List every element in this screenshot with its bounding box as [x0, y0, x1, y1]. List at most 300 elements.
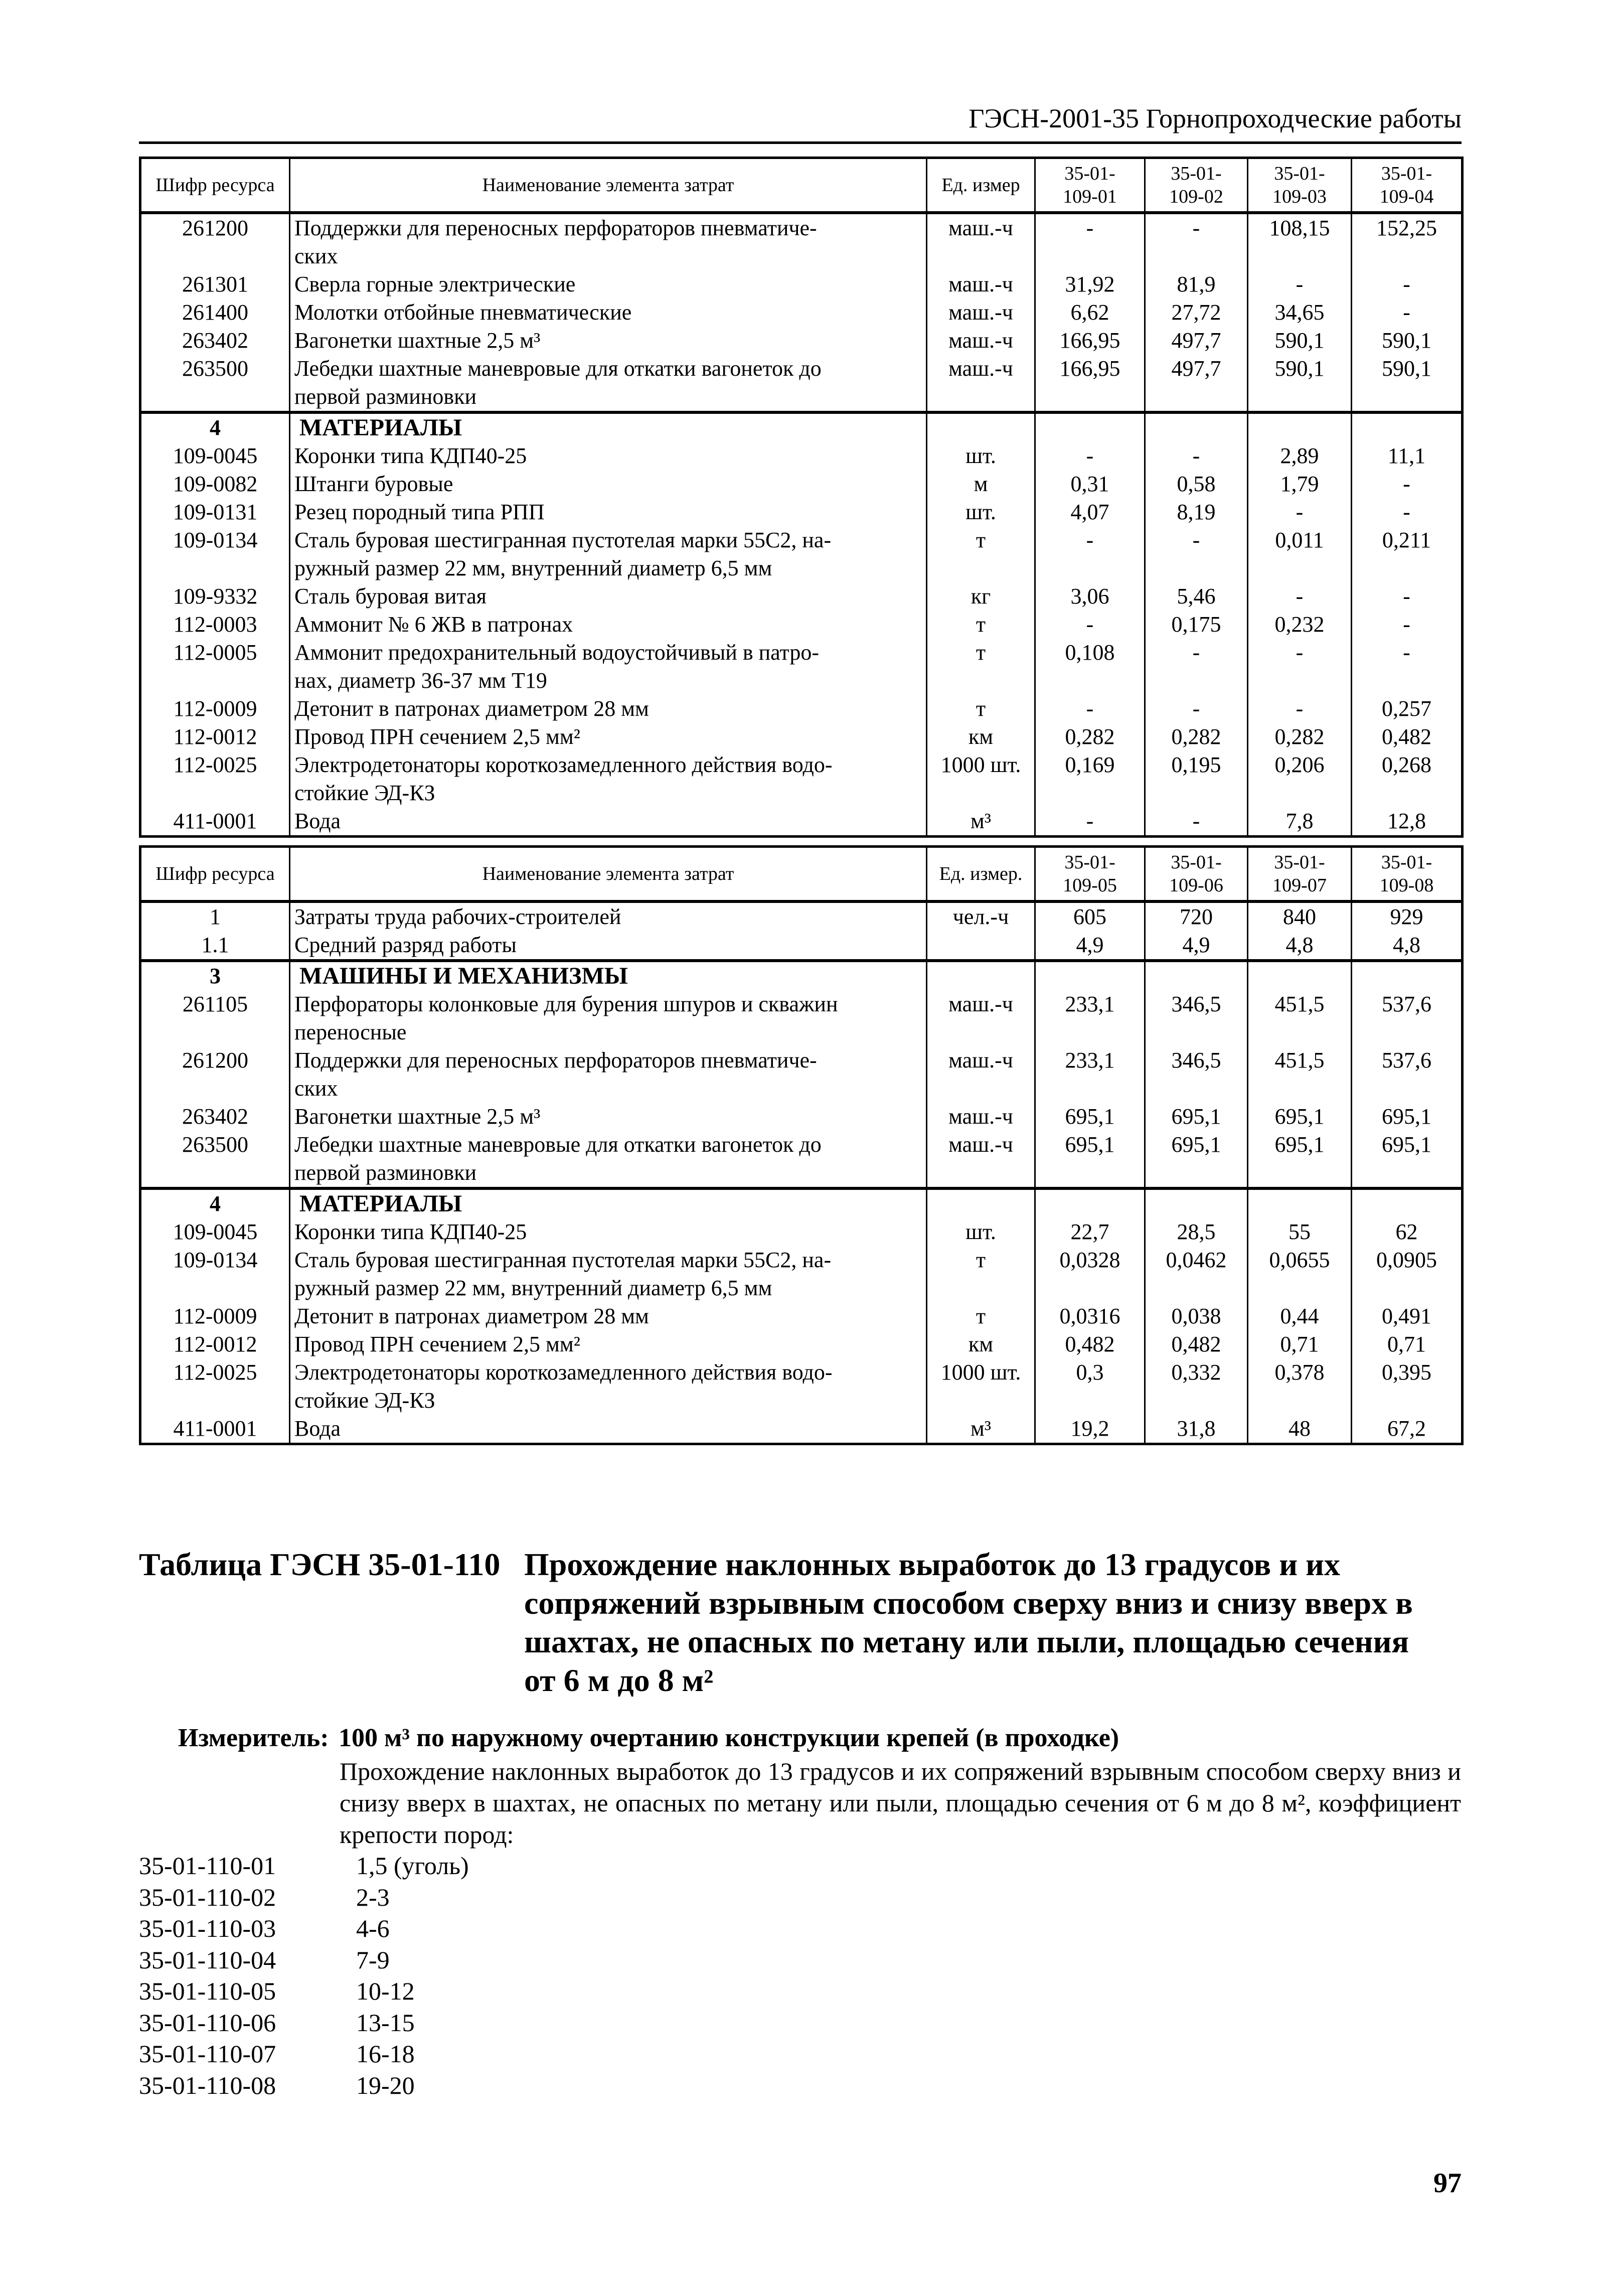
unit: маш.-ч	[927, 213, 1035, 270]
measure-value: 100 м³ по наружному очертанию конструкции крепей (в проходке)	[339, 1724, 1119, 1752]
table-row	[140, 931, 1463, 961]
variant-code: 35-01-110-08	[139, 2071, 276, 2099]
value: 451,5	[1248, 1046, 1352, 1103]
value: -	[1248, 639, 1352, 695]
value: 0,0905	[1352, 1246, 1463, 1302]
table-row	[140, 470, 1463, 498]
value: -	[1035, 610, 1145, 639]
table-row	[140, 723, 1463, 751]
resource-name: Электродетонаторы короткозамедленного действия водо- стойкие ЭД-КЗ	[290, 751, 927, 807]
variant-item	[139, 1850, 469, 1882]
value	[1352, 412, 1463, 442]
value: 537,6	[1352, 990, 1463, 1046]
table-row	[140, 1415, 1463, 1444]
table-title-prefix: Таблица ГЭСН 35-01-110	[139, 1547, 501, 1582]
value: -	[1352, 470, 1463, 498]
description: Прохождение наклонных выработок до 13 градусов и их сопряжений взрывным способом сверху вниз и снизу вверх в шахтах, не опасных по метану или пыли, площадью сечения от 6 м до 8 м², коэффициент крепости пород:	[340, 1757, 1461, 1849]
resource-name: Молотки отбойные пневматические	[290, 298, 927, 327]
value: 0,491	[1352, 1302, 1463, 1330]
resource-code: 261200	[140, 213, 290, 270]
table-row	[140, 751, 1463, 807]
table-row	[140, 807, 1463, 837]
resource-code: 112-0009	[140, 1302, 290, 1330]
unit: км	[927, 1330, 1035, 1358]
value: 0,257	[1352, 695, 1463, 723]
variant-code: 35-01-110-03	[139, 1914, 276, 1942]
column-header: 35-01- 109-01	[1035, 158, 1145, 213]
header-row	[140, 847, 1463, 902]
value	[1352, 1188, 1463, 1218]
value: 27,72	[1145, 298, 1248, 327]
variant-code: 35-01-110-01	[139, 1852, 276, 1880]
table-row	[140, 1103, 1463, 1131]
table-header	[140, 847, 1463, 902]
table-row	[140, 213, 1463, 270]
unit: м	[927, 470, 1035, 498]
value	[1145, 1188, 1248, 1218]
resource-name: Сталь буровая шестигранная пустотелая марки 55С2, на- ружный размер 22 мм, внутренний диаметр 6,5 мм	[290, 526, 927, 582]
value: 0,206	[1248, 751, 1352, 807]
resource-name: Вода	[290, 1415, 927, 1444]
unit: чел.-ч	[927, 901, 1035, 931]
header-row	[140, 158, 1463, 213]
unit: м³	[927, 807, 1035, 837]
table-row	[140, 1246, 1463, 1302]
resource-name: Вагонетки шахтные 2,5 м³	[290, 327, 927, 355]
resource-code: 109-0082	[140, 470, 290, 498]
resource-name: Провод ПРН сечением 2,5 мм²	[290, 723, 927, 751]
value: 6,62	[1035, 298, 1145, 327]
unit: т	[927, 1246, 1035, 1302]
value	[1248, 1188, 1352, 1218]
table-row	[140, 901, 1463, 931]
value: 0,038	[1145, 1302, 1248, 1330]
value	[1248, 961, 1352, 990]
value: 34,65	[1248, 298, 1352, 327]
value: 590,1	[1352, 327, 1463, 355]
value: 695,1	[1352, 1131, 1463, 1188]
value	[1352, 961, 1463, 990]
value: -	[1248, 582, 1352, 610]
column-header: Шифр ресурса	[140, 158, 290, 213]
resource-name: Коронки типа КДП40-25	[290, 1218, 927, 1246]
resource-name: Лебедки шахтные маневровые для откатки вагонеток до первой разминовки	[290, 355, 927, 412]
unit: шт.	[927, 1218, 1035, 1246]
resource-code: 263402	[140, 1103, 290, 1131]
table-row	[140, 990, 1463, 1046]
resource-name: Электродетонаторы короткозамедленного действия водо- стойкие ЭД-КЗ	[290, 1358, 927, 1415]
resource-code: 1.1	[140, 931, 290, 961]
table-title-text: Прохождение наклонных выработок до 13 градусов и их сопряжений взрывным способом сверху вниз и снизу вверх в шахтах, не опасных по метану или пыли, площадью сечения от 6 м до 8 м²	[524, 1547, 1413, 1698]
unit: шт.	[927, 498, 1035, 526]
unit	[927, 412, 1035, 442]
table-section	[140, 213, 1463, 412]
measure-line	[178, 1723, 1119, 1753]
value: -	[1145, 442, 1248, 470]
unit: маш.-ч	[927, 1103, 1035, 1131]
table-section	[140, 961, 1463, 1188]
table-row	[140, 270, 1463, 298]
value: 108,15	[1248, 213, 1352, 270]
value: 8,19	[1145, 498, 1248, 526]
column-header: 35-01- 109-05	[1035, 847, 1145, 902]
resource-name: МАТЕРИАЛЫ	[290, 1188, 927, 1218]
value: 4,9	[1145, 931, 1248, 961]
table-row	[140, 1218, 1463, 1246]
unit	[927, 1188, 1035, 1218]
value: 695,1	[1035, 1103, 1145, 1131]
variant-value: 4-6	[356, 1914, 390, 1942]
unit: т	[927, 639, 1035, 695]
value: 166,95	[1035, 355, 1145, 412]
resource-code: 263500	[140, 1131, 290, 1188]
value: 4,8	[1352, 931, 1463, 961]
resource-name: Штанги буровые	[290, 470, 927, 498]
value: 590,1	[1248, 327, 1352, 355]
value: 0,332	[1145, 1358, 1248, 1415]
value: 62	[1352, 1218, 1463, 1246]
value: -	[1352, 639, 1463, 695]
variant-item	[139, 1975, 469, 2007]
value: 695,1	[1248, 1103, 1352, 1131]
column-header: 35-01- 109-07	[1248, 847, 1352, 902]
table-row	[140, 639, 1463, 695]
resource-name: Детонит в патронах диаметром 28 мм	[290, 1302, 927, 1330]
resource-code: 112-0012	[140, 723, 290, 751]
value: 0,71	[1352, 1330, 1463, 1358]
value: -	[1248, 498, 1352, 526]
value: 0,31	[1035, 470, 1145, 498]
resource-code: 112-0005	[140, 639, 290, 695]
resource-code: 1	[140, 901, 290, 931]
resource-name: МАШИНЫ И МЕХАНИЗМЫ	[290, 961, 927, 990]
value: 4,8	[1248, 931, 1352, 961]
value: 152,25	[1352, 213, 1463, 270]
resource-name: Сталь буровая шестигранная пустотелая марки 55С2, на- ружный размер 22 мм, внутренний диаметр 6,5 мм	[290, 1246, 927, 1302]
value: 0,195	[1145, 751, 1248, 807]
table-row	[140, 298, 1463, 327]
resource-name: Перфораторы колонковые для бурения шпуров и скважин переносные	[290, 990, 927, 1046]
table-row	[140, 526, 1463, 582]
table-header	[140, 158, 1463, 213]
value: -	[1145, 639, 1248, 695]
unit: кг	[927, 582, 1035, 610]
resource-name: Средний разряд работы	[290, 931, 927, 961]
value: 0,71	[1248, 1330, 1352, 1358]
value: -	[1248, 695, 1352, 723]
resource-code: 112-0003	[140, 610, 290, 639]
resource-code: 112-0025	[140, 751, 290, 807]
value: -	[1248, 270, 1352, 298]
table-row	[140, 327, 1463, 355]
resource-code: 261105	[140, 990, 290, 1046]
column-header: 35-01- 109-04	[1352, 158, 1463, 213]
value: 31,92	[1035, 270, 1145, 298]
value	[1035, 412, 1145, 442]
value: 590,1	[1352, 355, 1463, 412]
variant-value: 1,5 (уголь)	[356, 1852, 469, 1880]
variant-code: 35-01-110-02	[139, 1883, 276, 1911]
variant-item	[139, 2007, 469, 2039]
value: 81,9	[1145, 270, 1248, 298]
unit	[927, 931, 1035, 961]
resource-name: МАТЕРИАЛЫ	[290, 412, 927, 442]
column-header: Ед. измер.	[927, 847, 1035, 902]
column-header: 35-01- 109-03	[1248, 158, 1352, 213]
value: 0,282	[1035, 723, 1145, 751]
value: 22,7	[1035, 1218, 1145, 1246]
column-header: Наименование элемента затрат	[290, 847, 927, 902]
value: 590,1	[1248, 355, 1352, 412]
table-row	[140, 1046, 1463, 1103]
variant-item	[139, 2038, 469, 2070]
value: 840	[1248, 901, 1352, 931]
value: 4,9	[1035, 931, 1145, 961]
resource-code: 263500	[140, 355, 290, 412]
unit: 1000 шт.	[927, 1358, 1035, 1415]
value: 0,0655	[1248, 1246, 1352, 1302]
value: 5,46	[1145, 582, 1248, 610]
unit: маш.-ч	[927, 1046, 1035, 1103]
variant-value: 19-20	[356, 2071, 415, 2099]
resource-code: 109-0134	[140, 1246, 290, 1302]
resource-code: 112-0009	[140, 695, 290, 723]
value: 346,5	[1145, 990, 1248, 1046]
value: 695,1	[1145, 1103, 1248, 1131]
unit: маш.-ч	[927, 1131, 1035, 1188]
value: 0,169	[1035, 751, 1145, 807]
column-header: 35-01- 109-06	[1145, 847, 1248, 902]
value: 0,58	[1145, 470, 1248, 498]
unit: м³	[927, 1415, 1035, 1444]
resource-code: 411-0001	[140, 1415, 290, 1444]
value: -	[1145, 695, 1248, 723]
table-row	[140, 582, 1463, 610]
value: 0,282	[1145, 723, 1248, 751]
value: 0,378	[1248, 1358, 1352, 1415]
unit: маш.-ч	[927, 990, 1035, 1046]
value: 695,1	[1145, 1131, 1248, 1188]
value: 12,8	[1352, 807, 1463, 837]
value: 537,6	[1352, 1046, 1463, 1103]
value: 0,232	[1248, 610, 1352, 639]
column-header: 35-01- 109-02	[1145, 158, 1248, 213]
table-row	[140, 1302, 1463, 1330]
resource-name: Детонит в патронах диаметром 28 мм	[290, 695, 927, 723]
unit	[927, 961, 1035, 990]
value: 7,8	[1248, 807, 1352, 837]
value: 0,282	[1248, 723, 1352, 751]
page-number: 97	[1433, 2168, 1462, 2199]
value: 605	[1035, 901, 1145, 931]
resource-name: Аммонит № 6 ЖВ в патронах	[290, 610, 927, 639]
value: 0,482	[1035, 1330, 1145, 1358]
value: 0,211	[1352, 526, 1463, 582]
resource-code: 3	[140, 961, 290, 990]
resource-name: Вагонетки шахтные 2,5 м³	[290, 1103, 927, 1131]
section-header-row	[140, 1188, 1463, 1218]
unit: маш.-ч	[927, 270, 1035, 298]
section-header-row	[140, 412, 1463, 442]
table-row	[140, 695, 1463, 723]
table-row	[140, 1358, 1463, 1415]
value: 695,1	[1352, 1103, 1463, 1131]
value: 451,5	[1248, 990, 1352, 1046]
variant-item	[139, 1882, 469, 1913]
value: 497,7	[1145, 355, 1248, 412]
variant-value: 13-15	[356, 2008, 415, 2037]
value	[1248, 412, 1352, 442]
value: -	[1352, 498, 1463, 526]
table-row	[140, 498, 1463, 526]
value: 0,482	[1352, 723, 1463, 751]
resource-code: 261301	[140, 270, 290, 298]
measure-label: Измеритель:	[178, 1724, 329, 1752]
value: 11,1	[1352, 442, 1463, 470]
resource-name: Лебедки шахтные маневровые для откатки вагонеток до первой разминовки	[290, 1131, 927, 1188]
value: 28,5	[1145, 1218, 1248, 1246]
unit: т	[927, 1302, 1035, 1330]
resource-code: 411-0001	[140, 807, 290, 837]
table-title	[139, 1545, 1463, 1700]
value: -	[1035, 807, 1145, 837]
value: 2,89	[1248, 442, 1352, 470]
resource-code: 112-0025	[140, 1358, 290, 1415]
value	[1145, 961, 1248, 990]
unit: маш.-ч	[927, 355, 1035, 412]
variant-item	[139, 1913, 469, 1944]
value: 0,108	[1035, 639, 1145, 695]
variant-value: 16-18	[356, 2040, 415, 2068]
resource-code: 4	[140, 1188, 290, 1218]
value: 0,011	[1248, 526, 1352, 582]
column-header: Наименование элемента затрат	[290, 158, 927, 213]
value: 0,395	[1352, 1358, 1463, 1415]
value: -	[1352, 582, 1463, 610]
variant-item	[139, 1944, 469, 1976]
value	[1145, 412, 1248, 442]
unit: шт.	[927, 442, 1035, 470]
value: -	[1145, 526, 1248, 582]
running-head: ГЭСН-2001-35 Горнопроходческие работы	[969, 103, 1462, 133]
resource-code: 261200	[140, 1046, 290, 1103]
value: 695,1	[1248, 1131, 1352, 1188]
resource-code: 4	[140, 412, 290, 442]
resource-name: Вода	[290, 807, 927, 837]
value: 346,5	[1145, 1046, 1248, 1103]
resource-name: Провод ПРН сечением 2,5 мм²	[290, 1330, 927, 1358]
variant-code: 35-01-110-06	[139, 2008, 276, 2037]
resource-name: Резец породный типа РПП	[290, 498, 927, 526]
resource-table-109-05-08	[139, 845, 1464, 1445]
resource-code: 109-0134	[140, 526, 290, 582]
unit: 1000 шт.	[927, 751, 1035, 807]
resource-code: 263402	[140, 327, 290, 355]
unit: км	[927, 723, 1035, 751]
resource-name: Поддержки для переносных перфораторов пневматиче- ских	[290, 1046, 927, 1103]
resource-code: 109-0045	[140, 1218, 290, 1246]
variant-item	[139, 2070, 469, 2101]
value: 1,79	[1248, 470, 1352, 498]
value: 0,44	[1248, 1302, 1352, 1330]
column-header: Шифр ресурса	[140, 847, 290, 902]
table-row	[140, 442, 1463, 470]
unit: т	[927, 526, 1035, 582]
value: -	[1352, 270, 1463, 298]
unit: т	[927, 695, 1035, 723]
value: 0,175	[1145, 610, 1248, 639]
value: -	[1035, 695, 1145, 723]
value: 233,1	[1035, 990, 1145, 1046]
resource-name: Коронки типа КДП40-25	[290, 442, 927, 470]
section-header-row	[140, 961, 1463, 990]
value: 48	[1248, 1415, 1352, 1444]
value: 0,482	[1145, 1330, 1248, 1358]
unit: т	[927, 610, 1035, 639]
table-row	[140, 355, 1463, 412]
variants-list	[139, 1850, 469, 2101]
value	[1035, 961, 1145, 990]
value: 31,8	[1145, 1415, 1248, 1444]
resource-code: 109-0045	[140, 442, 290, 470]
resource-code: 109-0131	[140, 498, 290, 526]
value: 0,268	[1352, 751, 1463, 807]
table-section	[140, 412, 1463, 837]
value: -	[1145, 213, 1248, 270]
unit: маш.-ч	[927, 298, 1035, 327]
value: 55	[1248, 1218, 1352, 1246]
table-row	[140, 1330, 1463, 1358]
variant-code: 35-01-110-07	[139, 2040, 276, 2068]
value: 19,2	[1035, 1415, 1145, 1444]
variant-value: 10-12	[356, 1977, 415, 2005]
resource-code: 261400	[140, 298, 290, 327]
value: 166,95	[1035, 327, 1145, 355]
value: 0,0328	[1035, 1246, 1145, 1302]
value: 67,2	[1352, 1415, 1463, 1444]
value: 695,1	[1035, 1131, 1145, 1188]
value: -	[1035, 213, 1145, 270]
variant-value: 2-3	[356, 1883, 390, 1911]
resource-code: 112-0012	[140, 1330, 290, 1358]
column-header: 35-01- 109-08	[1352, 847, 1463, 902]
value: 720	[1145, 901, 1248, 931]
value: -	[1352, 298, 1463, 327]
column-header: Ед. измер	[927, 158, 1035, 213]
value: 4,07	[1035, 498, 1145, 526]
resource-name: Аммонит предохранительный водоустойчивый в патро- нах, диаметр 36-37 мм Т19	[290, 639, 927, 695]
value: 233,1	[1035, 1046, 1145, 1103]
resource-code: 109-9332	[140, 582, 290, 610]
unit: маш.-ч	[927, 327, 1035, 355]
variant-code: 35-01-110-05	[139, 1977, 276, 2005]
table-section	[140, 901, 1463, 961]
table-section	[140, 1188, 1463, 1444]
value: -	[1352, 610, 1463, 639]
resource-name: Поддержки для переносных перфораторов пневматиче- ских	[290, 213, 927, 270]
value: -	[1145, 807, 1248, 837]
value: -	[1035, 526, 1145, 582]
value	[1035, 1188, 1145, 1218]
resource-table-109-01-04	[139, 157, 1464, 838]
value: 929	[1352, 901, 1463, 931]
value: -	[1035, 442, 1145, 470]
resource-name: Сверла горные электрические	[290, 270, 927, 298]
table-row	[140, 1131, 1463, 1188]
value: 0,0462	[1145, 1246, 1248, 1302]
resource-name: Затраты труда рабочих-строителей	[290, 901, 927, 931]
variant-code: 35-01-110-04	[139, 1945, 276, 1974]
